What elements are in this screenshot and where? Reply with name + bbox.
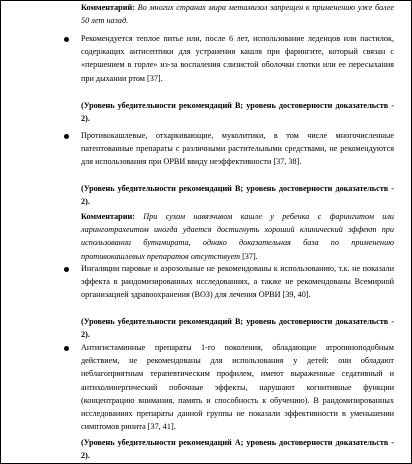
list-item <box>81 262 394 302</box>
item-text: Ингаляции паровые и аэрозольные не рекомендованы к использованию, т.к. не показали эффекта в рандомизированных исследованиях, а также не рекомендованы Всемирной организацией здравоохранения (ВОЗ) для лечения ОРВИ [39, 40]. <box>81 264 394 300</box>
comment-label: Комментарии: <box>81 212 135 221</box>
item-text: Антигистаминные препараты 1-го поколения, обладающие атропиноподобным действием, не рекомендованы для использования у детей: они обладают неблагоприятным терапевтическим профилем, имеют выраженные седативный и антихолинергический побочные эффекты, нарушают когнитивные функции (концентрацию внимания, память и способность к обучению). В рандомизированных исследованиях препараты данной группы не показали эффективности в уменьшении симптомов ринита [37, 41]. <box>81 343 394 432</box>
item-text: Рекомендуется теплое питье или, после 6 лет, использование леденцов или пастилок, содержащих антисептики для устранения кашля при фарингите, который связан с «першением в горле» из-за воспаления слизистой оболочки глотки или ее пересыхания при дыхании ртом [37]. <box>81 34 394 83</box>
list-item <box>81 32 394 85</box>
comment-text: При сухом навязчивом кашле у ребенка с фарингитом или ларинготрахеитом иногда удается достигнуть хороший клинический эффект при использовании бутамирата, однако доказательная база по применению противокашлевых препаратов отсутствует <box>81 212 394 261</box>
list-item <box>81 129 394 169</box>
evidence-level: (Уровень убедительности рекомендаций B; уровень достоверности доказательств - 2). <box>81 317 394 340</box>
comment-paragraph <box>81 1 394 27</box>
comment-text: Во многих странах мира метамизол запрещен к применению уже более 50 лет назад. <box>81 3 394 26</box>
bullet-dot <box>64 346 69 351</box>
evidence-level: (Уровень убедительности рекомендаций B; уровень достоверности доказательств - 2). <box>81 101 394 124</box>
comment-ref: [37] <box>240 251 256 261</box>
comment-paragraph: Комментарии: При сухом навязчивом кашле у ребенка с фарингитом или ларинготрахеитом иногда удается достигнуть хороший клинический эффект при использовании бутамирата, однако доказательная база по применению противокашлевых препаратов отсутствует [37]. <box>81 212 394 261</box>
bullet-dot <box>64 267 69 272</box>
bullet-dot <box>64 134 69 139</box>
comment-label: Комментарий: <box>81 3 135 12</box>
list-item <box>81 341 394 433</box>
evidence-level: (Уровень убедительности рекомендаций A; уровень достоверности доказательств - 2). <box>81 438 394 461</box>
evidence-level: (Уровень убедительности рекомендаций B; уровень достоверности доказательств - 2). <box>81 184 394 207</box>
bullet-dot <box>64 37 69 42</box>
item-text: Противокашлевые, отхаркивающие, муколитики, в том числе многочисленные патентованные препараты с различными растительными средствами, не рекомендуются для использования при ОРВИ ввиду неэффективности [37, 38]. <box>81 131 394 167</box>
